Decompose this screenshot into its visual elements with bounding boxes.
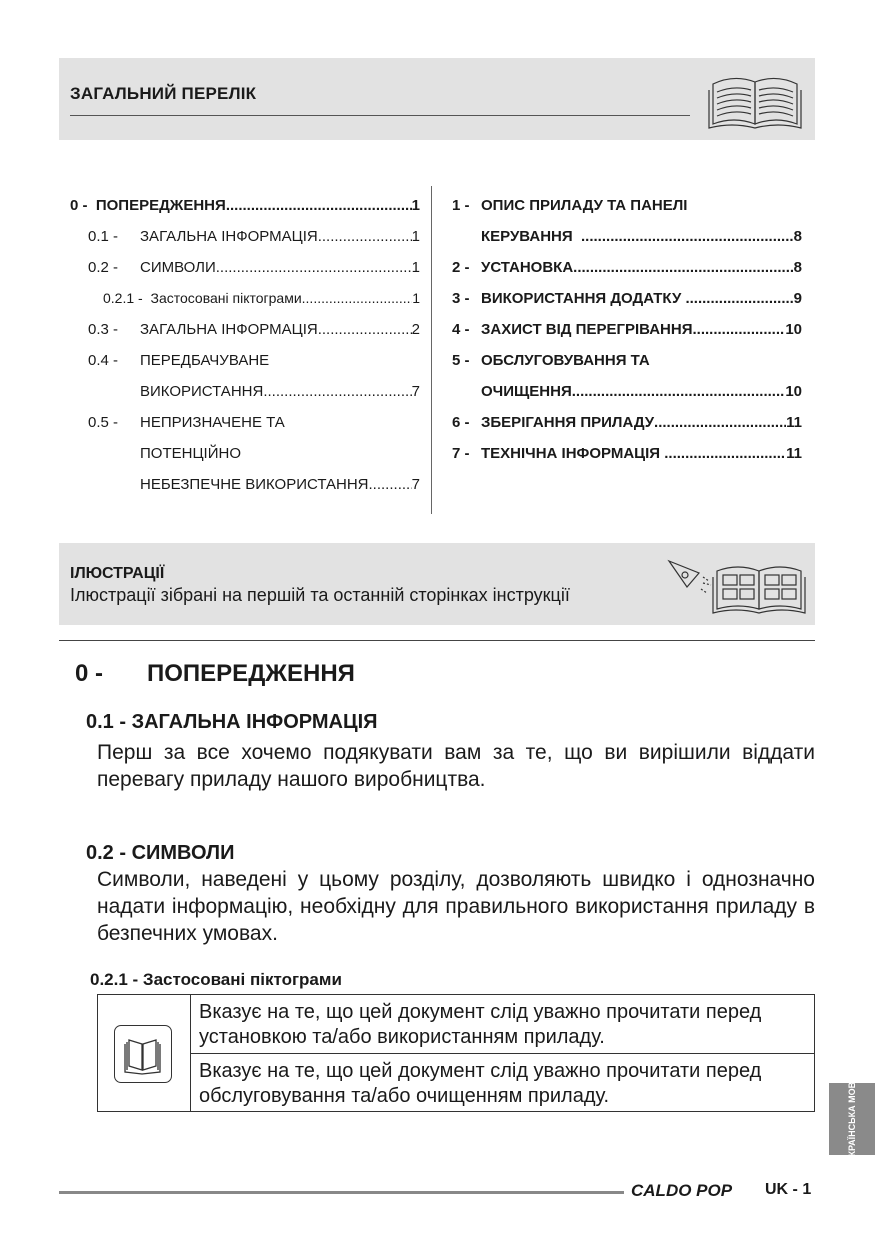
toc-entry-0-1[interactable]: 0.1 - ЗАГАЛЬНА ІНФОРМАЦІЯ ..... 1 bbox=[70, 221, 420, 252]
toc-entry-1-cont[interactable]: КЕРУВАННЯ ..... 8 bbox=[452, 221, 802, 252]
pictogram-cell bbox=[98, 995, 191, 1111]
toc-entry-6[interactable]: 6 - ЗБЕРІГАННЯ ПРИЛАДУ ..... 11 bbox=[452, 407, 802, 438]
toc-entry-0-5-cont2[interactable]: НЕБЕЗПЕЧНЕ ВИКОРИСТАННЯ ..... 7 bbox=[70, 469, 420, 500]
pictogram-row-1: Вказує на те, що цей документ слід уважно прочитати перед установкою та/або використанням приладу. bbox=[199, 1001, 762, 1048]
toc-entry-7[interactable]: 7 - ТЕХНІЧНА ІНФОРМАЦІЯ ..... 11 bbox=[452, 438, 802, 469]
toc-left-column bbox=[70, 190, 420, 500]
toc-entry-0[interactable]: 0 - ПОПЕРЕДЖЕННЯ ..... 1 bbox=[70, 190, 420, 221]
toc-entry-0-3[interactable]: 0.3 - ЗАГАЛЬНА ІНФОРМАЦІЯ ..... 2 bbox=[70, 314, 420, 345]
section-title: 0 - ПОПЕРЕДЖЕННЯ bbox=[75, 660, 355, 687]
pictogram-row-2: Вказує на те, що цей документ слід уважно прочитати перед обслуговування та/або очищенням приладу. bbox=[199, 1060, 762, 1107]
footer-rule bbox=[59, 1191, 624, 1194]
toc-entry-3[interactable]: 3 - ВИКОРИСТАННЯ ДОДАТКУ ..... 9 bbox=[452, 283, 802, 314]
footer-brand: CALDO POP bbox=[631, 1181, 733, 1200]
illustrations-text: Ілюстрації зібрані на першій та останній сторінках інструкції bbox=[70, 585, 570, 605]
pictogram-row-divider bbox=[190, 1053, 814, 1054]
contents-header bbox=[59, 58, 815, 140]
section-rule bbox=[59, 640, 815, 641]
open-book-icon bbox=[707, 68, 803, 135]
toc-entry-0-4[interactable]: 0.4 - ПЕРЕДБАЧУВАНЕ bbox=[88, 352, 270, 369]
subsection-0-2-title: 0.2 - СИМВОЛИ bbox=[86, 842, 235, 864]
toc-entry-1[interactable]: 1 - ОПИС ПРИЛАДУ ТА ПАНЕЛІ bbox=[452, 197, 688, 214]
toc-divider bbox=[431, 186, 432, 514]
toc-entry-5-cont[interactable]: ОЧИЩЕННЯ ..... 10 bbox=[452, 376, 802, 407]
toc-entry-0-2-1[interactable]: 0.2.1 - Застосовані піктограми ..... 1 bbox=[70, 283, 420, 314]
subsection-0-2-text: Символи, наведені у цьому розділу, дозволяють швидко і однозначно надати інформацію, необхідну для правильного використання приладу в безпечних умовах. bbox=[97, 868, 815, 945]
subsection-0-1-title: 0.1 - ЗАГАЛЬНА ІНФОРМАЦІЯ bbox=[86, 711, 378, 733]
contents-title: ЗАГАЛЬНИЙ ПЕРЕЛІК bbox=[70, 84, 257, 103]
toc-entry-0-5[interactable]: 0.5 - НЕПРИЗНАЧЕНЕ ТА bbox=[88, 414, 285, 431]
toc-entry-2[interactable]: 2 - УСТАНОВКА ..... 8 bbox=[452, 252, 802, 283]
pictogram-table bbox=[97, 994, 815, 1112]
toc-right-column bbox=[452, 190, 802, 469]
toc-entry-4[interactable]: 4 - ЗАХИСТ ВІД ПЕРЕГРІВАННЯ ..... 10 bbox=[452, 314, 802, 345]
page-number: UK - 1 bbox=[765, 1181, 812, 1198]
language-tab bbox=[829, 1075, 875, 1163]
toc-entry-5[interactable]: 5 - ОБСЛУГОВУВАННЯ ТА bbox=[452, 352, 650, 369]
illustrations-heading: ІЛЮСТРАЦІЇ bbox=[70, 565, 165, 582]
toc-entry-0-4-cont[interactable]: ВИКОРИСТАННЯ ..... 7 bbox=[70, 376, 420, 407]
header-rule bbox=[70, 115, 690, 116]
illustrations-note bbox=[59, 543, 815, 625]
language-tab-label: УКРАЇНСЬКА МОВА bbox=[847, 1075, 857, 1163]
toc-entry-0-5-cont1[interactable]: ПОТЕНЦІЙНО bbox=[140, 445, 241, 462]
toc-entry-0-2[interactable]: 0.2 - СИМВОЛИ ..... 1 bbox=[70, 252, 420, 283]
manual-book-icon bbox=[114, 1025, 172, 1083]
illustrated-book-icon bbox=[665, 557, 811, 620]
subsection-0-2-1-title: 0.2.1 - Застосовані піктограми bbox=[90, 970, 342, 989]
subsection-0-1-text: Перш за все хочемо подякувати вам за те, що ви вирішили віддати перевагу приладу нашого виробництва. bbox=[97, 741, 815, 791]
